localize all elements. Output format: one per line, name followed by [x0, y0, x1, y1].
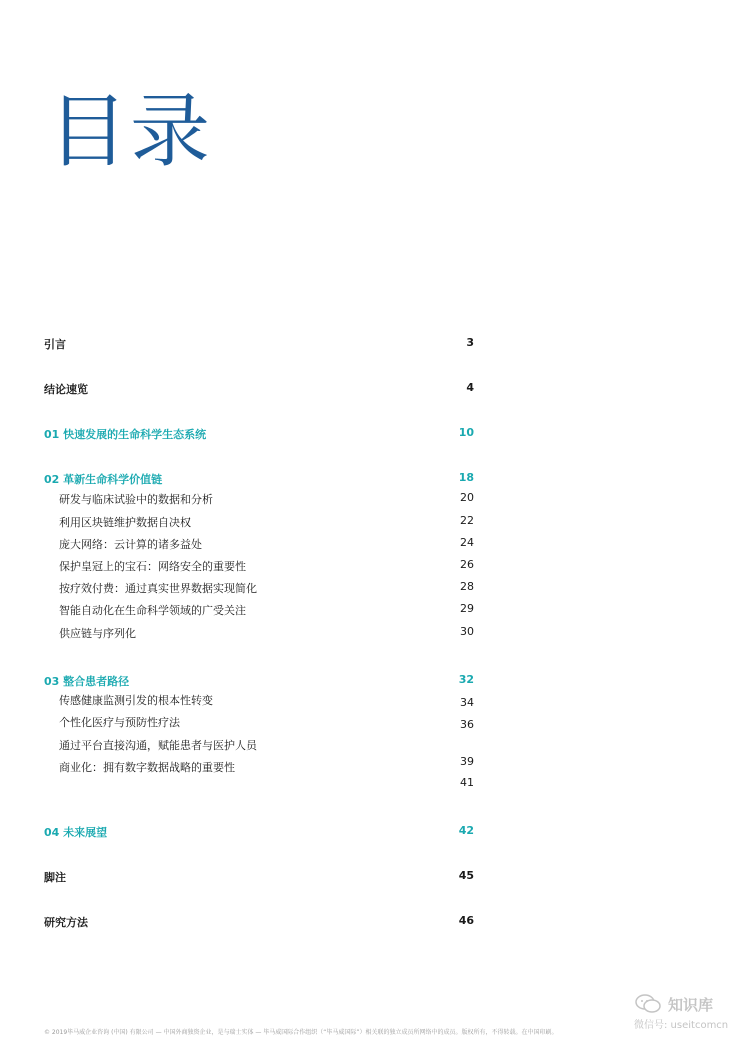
toc-subentry[interactable] — [0, 714, 744, 734]
toc-subentry[interactable] — [0, 558, 744, 578]
toc-entry-section-04[interactable] — [0, 824, 744, 844]
toc-label: 庞大网络：云计算的诸多益处 — [59, 538, 202, 551]
toc-page: 10 — [458, 426, 474, 439]
watermark — [626, 992, 736, 1032]
toc-label: 03 整合患者路径 — [44, 675, 130, 688]
toc-subentry[interactable] — [0, 514, 744, 534]
watermark-name: 知识库 — [668, 996, 714, 1014]
toc-subentry[interactable] — [0, 602, 744, 622]
toc-entry-section-03[interactable] — [0, 673, 744, 693]
toc-page: 30 — [460, 625, 474, 638]
toc-label: 按疗效付费：通过真实世界数据实现简化 — [59, 582, 257, 595]
toc-entry-section-01[interactable] — [0, 426, 744, 446]
toc-page: 39 — [460, 755, 474, 768]
toc-label: 研究方法 — [44, 916, 88, 929]
toc-entry-intro[interactable] — [0, 336, 744, 356]
toc-subentry[interactable] — [0, 755, 744, 779]
toc-entry-methodology[interactable] — [0, 914, 744, 934]
toc-page: 22 — [460, 514, 474, 527]
toc-label: 引言 — [44, 338, 66, 351]
toc-label: 02 革新生命科学价值链 — [44, 473, 163, 486]
toc-label: 传感健康监测引发的根本性转变 — [59, 694, 213, 707]
toc-entry-section-02[interactable] — [0, 471, 744, 491]
toc-subentry[interactable] — [0, 491, 744, 511]
toc-entry-overview[interactable] — [0, 381, 744, 401]
toc-page: 42 — [458, 824, 474, 837]
copyright-footer: © 2019毕马威企业咨询 (中国) 有限公司 — 中国外商独资企业，是与瑞士实体 — 毕马威国际合作组织（“毕马威国际”）相关联的独立成员所网络中的成员。版权所有，不得转载。在中国印刷。 — [44, 1029, 558, 1036]
toc-label: 供应链与序列化 — [59, 627, 136, 640]
toc-subentry[interactable] — [0, 692, 744, 712]
toc-page: 20 — [460, 491, 474, 504]
toc-page: 4 — [466, 381, 474, 394]
toc-page: 32 — [458, 673, 474, 686]
toc-label: 商业化：拥有数字数据战略的重要性 — [59, 761, 235, 774]
toc-subentry[interactable] — [0, 580, 744, 600]
toc-page: 34 — [460, 696, 474, 709]
watermark-account: 微信号: useitcomcn — [634, 1020, 729, 1031]
toc-page: 28 — [460, 580, 474, 593]
toc-page: 41 — [460, 776, 474, 789]
toc-page: 36 — [460, 718, 474, 731]
toc-page: 24 — [460, 536, 474, 549]
toc-label: 01 快速发展的生命科学生态系统 — [44, 428, 207, 441]
toc-page: 45 — [458, 869, 474, 882]
toc-entry-footnotes[interactable] — [0, 869, 744, 889]
toc-label: 结论速览 — [44, 383, 88, 396]
toc-label: 利用区块链维护数据自决权 — [59, 516, 191, 529]
toc-page: 29 — [460, 602, 474, 615]
toc-label: 脚注 — [44, 871, 66, 884]
toc-label: 04 未来展望 — [44, 826, 108, 839]
toc-label: 个性化医疗与预防性疗法 — [59, 716, 180, 729]
toc-label: 通过平台直接沟通，赋能患者与医护人员 — [59, 739, 257, 752]
toc-label: 研发与临床试验中的数据和分析 — [59, 493, 213, 506]
page-title: 目录 — [48, 85, 212, 178]
toc-page: 46 — [458, 914, 474, 927]
toc-label: 智能自动化在生命科学领域的广受关注 — [59, 604, 246, 617]
toc-label: 保护皇冠上的宝石：网络安全的重要性 — [59, 560, 246, 573]
toc-page: 3 — [466, 336, 474, 349]
toc-subentry[interactable] — [0, 536, 744, 556]
toc-page: 18 — [458, 471, 474, 484]
toc-page: 26 — [460, 558, 474, 571]
wechat-icon — [634, 994, 662, 1014]
toc-subentry[interactable] — [0, 737, 744, 757]
toc-subentry[interactable] — [0, 625, 744, 645]
